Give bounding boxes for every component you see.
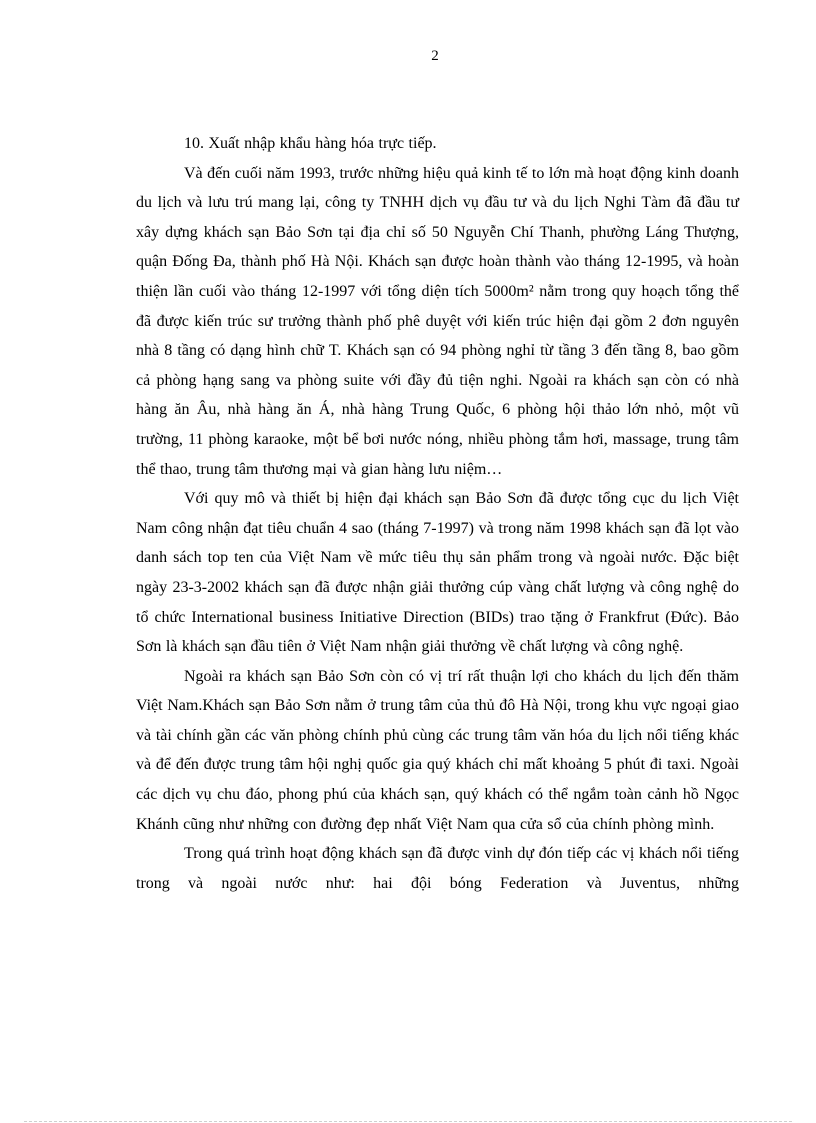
body-text <box>136 129 739 898</box>
paragraph-item-10: 10. Xuất nhập khẩu hàng hóa trực tiếp. <box>184 135 437 152</box>
page-number: 2 <box>431 48 439 64</box>
page-bottom-divider <box>24 1121 792 1122</box>
paragraph-hotel-location: Ngoài ra khách sạn Bảo Sơn còn có vị trí rất thuận lợi cho khách du lịch đến thăm Việt Nam.Khách sạn Bảo Sơn nằm ở trung tâm của thủ đô Hà Nội, trong khu vực ngoại giao và tài chính gần các văn phòng chính phủ cùng các trung tâm văn hóa du lịch nổi tiếng khác và để đến được trung tâm hội nghị quốc gia quý khách chỉ mất khoảng 5 phút đi taxi. Ngoài các dịch vụ chu đáo, phong phú của khách sạn, quý khách có thể ngắm toàn cảnh hồ Ngọc Khánh cũng như những con đường đẹp nhất Việt Nam qua cửa sổ của chính phòng mình. <box>136 667 739 833</box>
paragraph-hotel-awards: Với quy mô và thiết bị hiện đại khách sạn Bảo Sơn đã được tổng cục du lịch Việt Nam công nhận đạt tiêu chuẩn 4 sao (tháng 7-1997) và trong năm 1998 khách sạn đã lọt vào danh sách top ten của Việt Nam về mức tiêu thụ sản phẩm trong và ngoài nước. Đặc biệt ngày 23-3-2002 khách sạn đã được nhận giải thưởng cúp vàng chất lượng và công nghệ do tổ chức International business Initiative Direction (BIDs) trao tặng ở Frankfrut (Đức). Bảo Sơn là khách sạn đầu tiên ở Việt Nam nhận giải thưởng về chất lượng và công nghệ. <box>136 490 739 656</box>
paragraph-hotel-guests: Trong quá trình hoạt động khách sạn đã được vinh dự đón tiếp các vị khách nổi tiếng trong và ngoài nước như: hai đội bóng Federation và Juventus, những <box>136 845 739 892</box>
paragraph-hotel-history: Và đến cuối năm 1993, trước những hiệu quả kinh tế to lớn mà hoạt động kinh doanh du lịch và lưu trú mang lại, công ty TNHH dịch vụ đầu tư và du lịch Nghi Tàm đã đầu tư xây dựng khách sạn Bảo Sơn tại địa chỉ số 50 Nguyễn Chí Thanh, phường Láng Thượng, quận Đống Đa, thành phố Hà Nội. Khách sạn được hoàn thành vào tháng 12-1995, và hoàn thiện lần cuối vào tháng 12-1997 với tổng diện tích 5000m² nằm trong quy hoạch tổng thể đã được kiến trúc sư trưởng thành phố phê duyệt với kiến trúc hiện đại gồm 2 đơn nguyên nhà 8 tầng có dạng hình chữ T. Khách sạn có 94 phòng nghỉ từ tầng 3 đến tầng 8, bao gồm cả phòng hạng sang va phòng suite với đầy đủ tiện nghi. Ngoài ra khách sạn còn có nhà hàng ăn Âu, nhà hàng ăn Á, nhà hàng Trung Quốc, 6 phòng hội thảo lớn nhỏ, một vũ trường, 11 phòng karaoke, một bể bơi nước nóng, nhiều phòng tắm hơi, massage, trung tâm thể thao, trung tâm thương mại và gian hàng lưu niệm… <box>136 164 739 478</box>
